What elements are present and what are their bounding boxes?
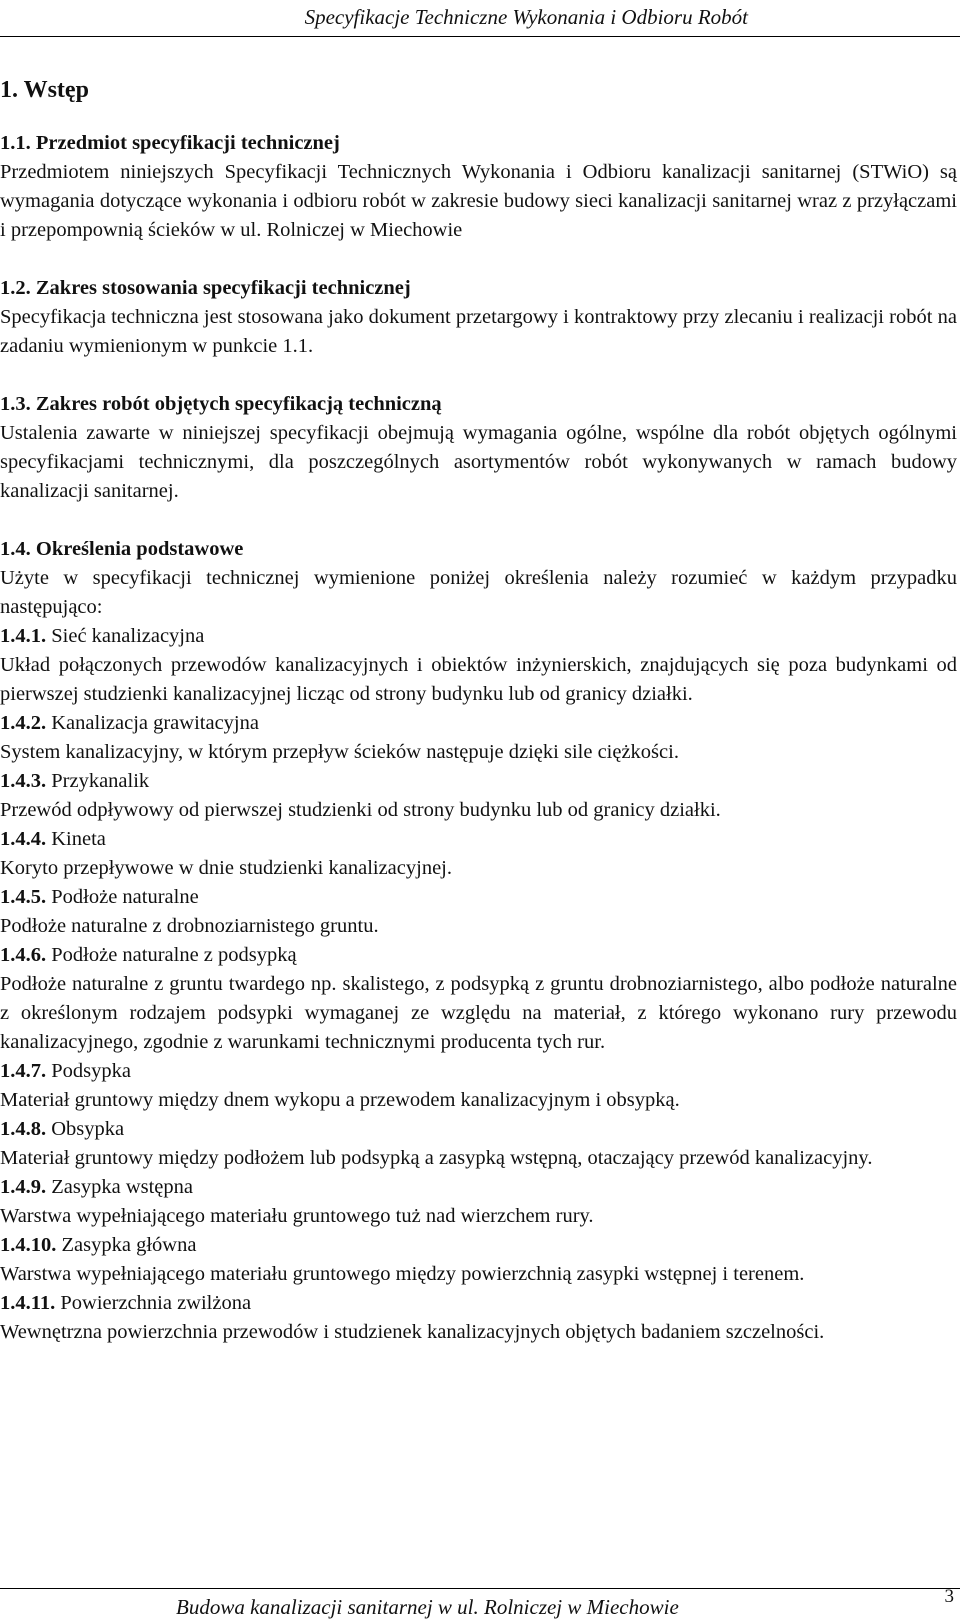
definition-term: Zasypka główna (61, 1234, 197, 1256)
definition-item (0, 1115, 957, 1173)
page-number: 3 (944, 1586, 954, 1607)
definition-item (0, 883, 957, 941)
subsection-text: Ustalenia zawarte w niniejszej specyfikacji obejmują wymagania ogólne, wspólne dla robót objętych ogólnymi specyfikacjami technicznymi, dla poszczególnych asortymentów robót wykonywanych w ramach budowy kanalizacji sanitarnej. (0, 422, 957, 502)
subsection-1-4 (0, 535, 957, 1347)
header-title: Specyfikacje Techniczne Wykonania i Odbioru Robót (304, 5, 748, 29)
subsection-number: 1.2. (0, 277, 31, 299)
definition-term: Przykanalik (51, 770, 150, 792)
subsection-title: Przedmiot specyfikacji technicznej (35, 132, 340, 154)
subsection-1-2 (0, 274, 957, 361)
definition-number: 1.4.10. (0, 1234, 57, 1256)
definition-item (0, 767, 957, 825)
definition-number: 1.4.4. (0, 828, 47, 850)
section-number: 1. (0, 77, 18, 103)
definition-term: Zasypka wstępna (51, 1176, 193, 1198)
definition-item (0, 1173, 957, 1231)
subsection-number: 1.1. (0, 132, 31, 154)
subsection-text: Specyfikacja techniczna jest stosowana jako dokument przetargowy i kontraktowy przy zlecaniu i realizacji robót na zadaniu wymienionym w punkcie 1.1. (0, 306, 957, 357)
definition-text: Podłoże naturalne z drobnoziarnistego gruntu. (0, 915, 379, 937)
definition-item (0, 825, 957, 883)
page-header (0, 2, 960, 38)
subsection-number: 1.4. (0, 538, 31, 560)
subsection-text: Użyte w specyfikacji technicznej wymienione poniżej określenia należy rozumieć w każdym przypadku następująco: (0, 567, 957, 618)
subsection-heading (0, 274, 957, 303)
definition-term: Podsypka (51, 1060, 131, 1082)
footer-rule (0, 1588, 960, 1589)
subsection-1-3 (0, 390, 957, 506)
definition-term: Kanalizacja grawitacyjna (51, 712, 259, 734)
section-heading (0, 76, 957, 105)
definition-number: 1.4.11. (0, 1292, 56, 1314)
definition-item (0, 1231, 957, 1289)
definition-term: Podłoże naturalne (51, 886, 199, 908)
definition-number: 1.4.8. (0, 1118, 47, 1140)
subsection-text: Przedmiotem niniejszych Specyfikacji Technicznych Wykonania i Odbioru kanalizacji sanitarnej (STWiO) są wymagania dotyczące wykonania i odbioru robót w zakresie budowy sieci kanalizacji sanitarnej wraz z przyłączami i przepompownią ścieków w ul. Rolniczej w Miechowie (0, 161, 957, 241)
subsection-title: Określenia podstawowe (35, 538, 244, 560)
definition-text: Przewód odpływowy od pierwszej studzienki od strony budynku lub od granicy działki. (0, 799, 721, 821)
definition-item (0, 941, 957, 1057)
subsection-title: Zakres robót objętych specyfikacją techniczną (35, 393, 442, 415)
definition-term: Sieć kanalizacyjna (51, 625, 205, 647)
subsection-title: Zakres stosowania specyfikacji technicznej (35, 277, 411, 299)
definition-text: System kanalizacyjny, w którym przepływ ścieków następuje dzięki sile ciężkości. (0, 741, 679, 763)
definition-number: 1.4.5. (0, 886, 47, 908)
definition-text: Koryto przepływowe w dnie studzienki kanalizacyjnej. (0, 857, 452, 879)
definition-item (0, 1057, 957, 1115)
definition-item (0, 1289, 957, 1347)
definition-number: 1.4.2. (0, 712, 47, 734)
definition-term: Podłoże naturalne z podsypką (51, 944, 297, 966)
subsection-heading (0, 129, 957, 158)
definition-term: Obsypka (51, 1118, 125, 1140)
definition-text: Układ połączonych przewodów kanalizacyjnych i obiektów inżynierskich, znajdujących się poza budynkami od pierwszej studzienki kanalizacyjnej licząc od strony budynku lub od granicy działki. (0, 654, 957, 705)
definition-number: 1.4.7. (0, 1060, 47, 1082)
page-footer (0, 1588, 960, 1624)
subsection-heading (0, 535, 957, 564)
definition-text: Materiał gruntowy między dnem wykopu a przewodem kanalizacyjnym i obsypką. (0, 1089, 680, 1111)
definition-number: 1.4.6. (0, 944, 47, 966)
section-title: Wstęp (23, 77, 89, 103)
definition-text: Wewnętrzna powierzchnia przewodów i studzienek kanalizacyjnych objętych badaniem szczelności. (0, 1321, 825, 1343)
subsection-number: 1.3. (0, 393, 31, 415)
definition-text: Warstwa wypełniającego materiału gruntowego tuż nad wierzchem rury. (0, 1205, 594, 1227)
definition-text: Warstwa wypełniającego materiału gruntowego między powierzchnią zasypki wstępnej i terenem. (0, 1263, 805, 1285)
definition-number: 1.4.3. (0, 770, 47, 792)
subsection-heading (0, 390, 957, 419)
definition-item (0, 709, 957, 767)
definition-term: Powierzchnia zwilżona (60, 1292, 252, 1314)
subsection-1-1 (0, 129, 957, 245)
definition-number: 1.4.9. (0, 1176, 47, 1198)
definition-text: Materiał gruntowy między podłożem lub podsypką a zasypką wstępną, otaczający przewód kanalizacyjny. (0, 1147, 873, 1169)
header-rule (0, 36, 960, 37)
definition-item (0, 622, 957, 709)
footer-title: Budowa kanalizacji sanitarnej w ul. Rolniczej w Miechowie (176, 1595, 679, 1619)
definition-number: 1.4.1. (0, 625, 47, 647)
definition-text: Podłoże naturalne z gruntu twardego np. skalistego, z podsypką z gruntu drobnoziarnistego, albo podłoże naturalne z określonym rodzajem podsypki wymaganej ze względu na materiał, z którego wykonano rury przewodu kanalizacyjnego, zgodnie z warunkami technicznymi producenta tych rur. (0, 973, 957, 1053)
document-body (0, 76, 957, 1347)
definition-term: Kineta (51, 828, 106, 850)
